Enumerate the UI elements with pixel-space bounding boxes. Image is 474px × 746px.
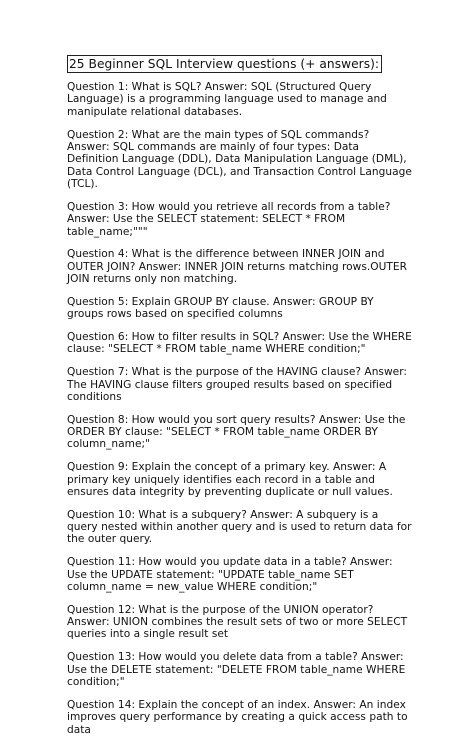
title-wrap (67, 53, 382, 73)
question-14: Question 14: Explain the concept of an index. Answer: An index improves query performance by creating a quick access path to data (67, 698, 408, 736)
question-3: Question 3: How would you retrieve all records from a table? Answer: Use the SELECT statement: SELECT * FROM table_name;""" (67, 200, 391, 238)
question-6: Question 6: How to filter results in SQL? Answer: Use the WHERE clause: "SELECT * FROM table_name WHERE condition;" (67, 330, 412, 356)
question-5: Question 5: Explain GROUP BY clause. Answer: GROUP BY groups rows based on specified columns (67, 295, 374, 321)
question-2: Question 2: What are the main types of SQL commands? Answer: SQL commands are mainly of four types: Data Definition Language (DDL), Data Manipulation Language (DML), Data Control Language (DCL), and Transaction Control Language (TCL). (67, 128, 412, 191)
document-title: 25 Beginner SQL Interview questions (+ answers): (67, 55, 382, 73)
question-11: Question 11: How would you update data in a table? Answer: Use the UPDATE statement: "UPDATE table_name SET column_name = new_value WHERE condition;" (67, 556, 393, 593)
question-8: Question 8: How would you sort query results? Answer: Use the ORDER BY clause: "SELECT * FROM table_name ORDER BY column_name;" (67, 413, 406, 451)
question-4: Question 4: What is the difference between INNER JOIN and OUTER JOIN? Answer: INNER JOIN returns matching rows.OUTER JOIN returns only non matching. (67, 248, 407, 286)
question-1: Question 1: What is SQL? Answer: SQL (Structured Query Language) is a programming language used to manage and manipulate relational databases. (67, 81, 387, 118)
question-12: Question 12: What is the purpose of the UNION operator? Answer: UNION combines the result sets of two or more SELECT queries into a single result set (67, 603, 408, 641)
question-10: Question 10: What is a subquery? Answer: A subquery is a query nested within another query and is used to return data for the outer query. (67, 508, 412, 546)
question-list (67, 81, 412, 746)
question-7: Question 7: What is the purpose of the HAVING clause? Answer: The HAVING clause filters grouped results based on specified conditions (67, 366, 407, 403)
question-9: Question 9: Explain the concept of a primary key. Answer: A primary key uniquely identifies each record in a table and ensures data integrity by preventing duplicate or null values. (67, 461, 393, 498)
question-13: Question 13: How would you delete data from a table? Answer: Use the DELETE statement: "DELETE FROM table_name WHERE condition;" (67, 651, 406, 688)
